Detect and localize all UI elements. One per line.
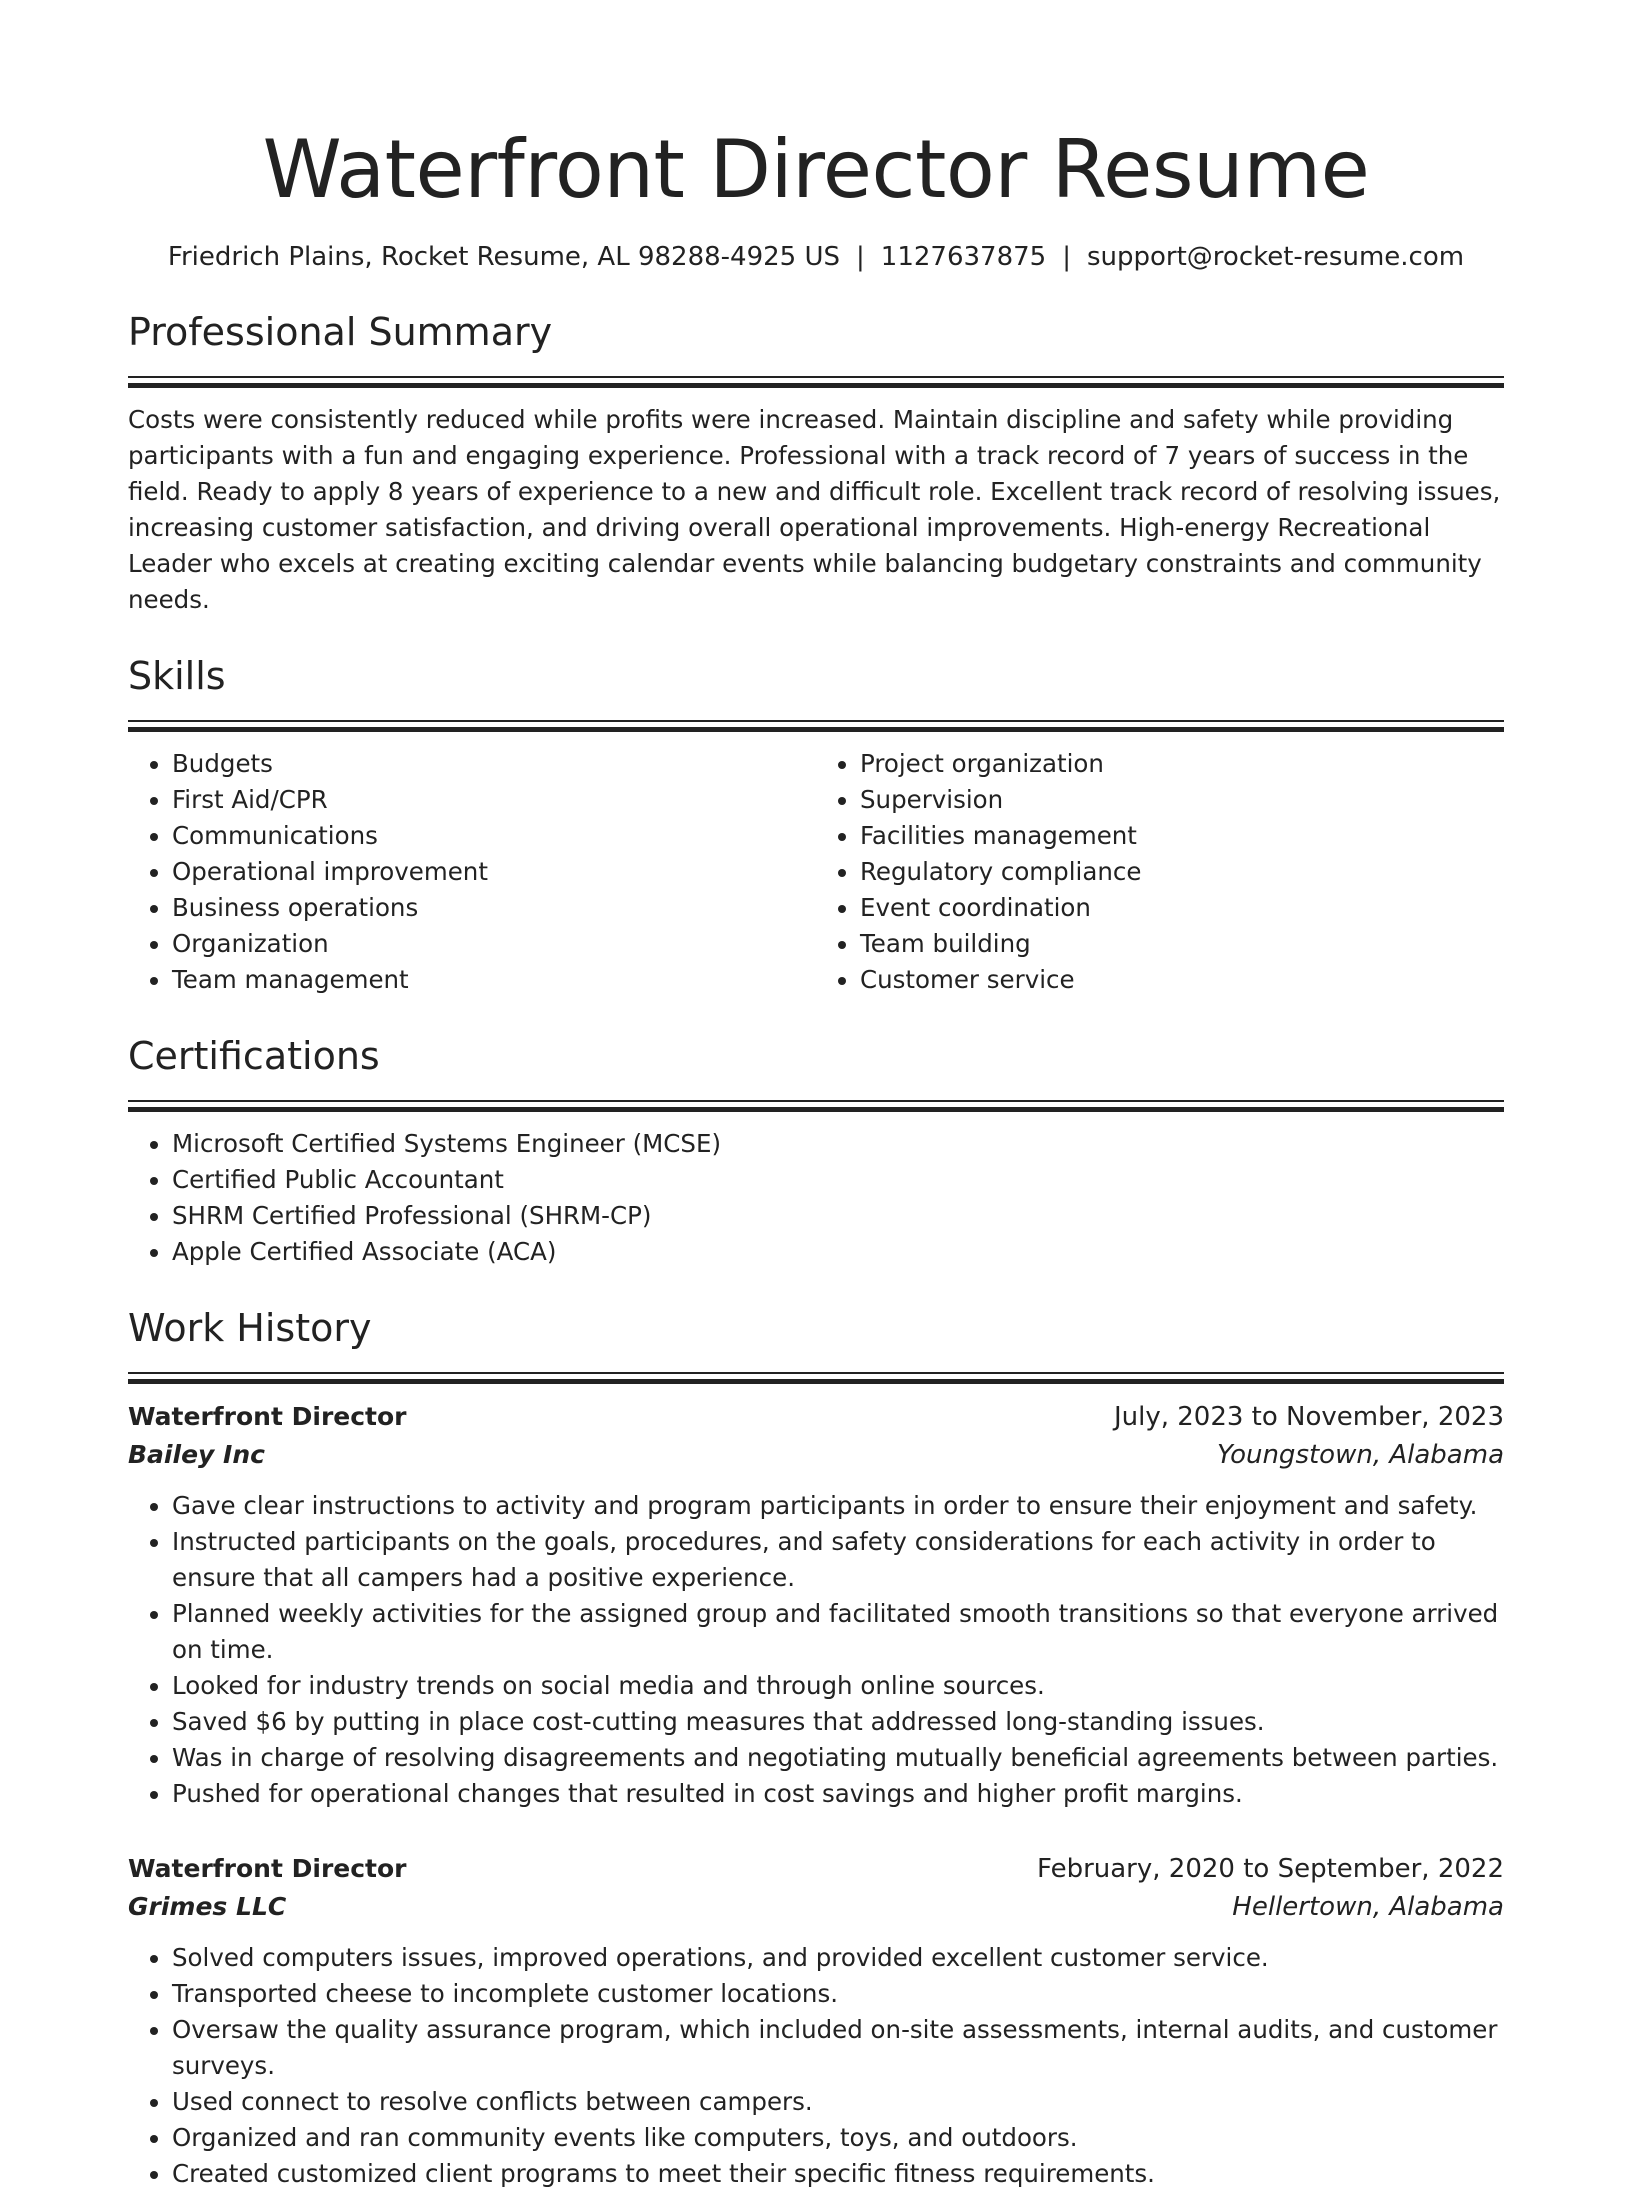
job-company-row (128, 1888, 1504, 1926)
summary-section (128, 308, 1504, 618)
skill-item: • Team building (860, 926, 1504, 962)
contact-separator: | (1062, 242, 1071, 272)
job-duty: • Looked for industry trends on social media and through online sources. (172, 1668, 1504, 1704)
job-location: Youngstown, Alabama (1217, 1440, 1504, 1470)
resume-title: Waterfront Director Resume (262, 123, 1370, 216)
work-history-heading: Work History (128, 1306, 372, 1350)
job-entry (128, 1850, 1504, 2192)
certification-item: • Apple Certified Associate (ACA) (172, 1234, 1504, 1270)
certification-item: • SHRM Certified Professional (SHRM-CP) (172, 1198, 1504, 1234)
skill-item: • Customer service (860, 962, 1504, 998)
skill-item: • Regulatory compliance (860, 854, 1504, 890)
skill-item: • Budgets (172, 746, 816, 782)
job-duty: • Used connect to resolve conflicts between campers. (172, 2084, 1504, 2120)
skills-list-right (816, 746, 1504, 998)
skill-item: • Facilities management (860, 818, 1504, 854)
skill-item: • Supervision (860, 782, 1504, 818)
certifications-section (128, 1032, 1504, 1270)
job-company: Grimes LLC (128, 1892, 287, 1921)
job-title: Waterfront Director (128, 1402, 407, 1431)
skills-section (128, 652, 1504, 998)
contact-phone: 1127637875 (880, 242, 1047, 272)
job-company: Bailey Inc (128, 1440, 265, 1469)
contact-email[interactable]: support@rocket-resume.com (1086, 242, 1465, 272)
skill-item: • Project organization (860, 746, 1504, 782)
certifications-list (128, 1126, 1504, 1270)
job-duty: • Instructed participants on the goals, procedures, and safety considerations for each activity in order to ensure that all campers had a positive experience. (172, 1524, 1504, 1596)
job-duty: • Pushed for operational changes that resulted in cost savings and higher profit margins. (172, 1776, 1504, 1812)
summary-heading: Professional Summary (128, 310, 553, 354)
skills-list-left (128, 746, 816, 998)
section-divider (128, 376, 1504, 388)
job-header-row (128, 1850, 1504, 1888)
skill-item: • Organization (172, 926, 816, 962)
work-history-section (128, 1304, 1504, 2192)
job-duty: • Solved computers issues, improved operations, and provided excellent customer service. (172, 1940, 1504, 1976)
job-dates: July, 2023 to November, 2023 (1113, 1402, 1504, 1432)
job-location: Hellertown, Alabama (1232, 1892, 1504, 1922)
section-divider (128, 1100, 1504, 1112)
section-divider (128, 720, 1504, 732)
skills-heading: Skills (128, 654, 226, 698)
skill-item: • Team management (172, 962, 816, 998)
job-duty: • Oversaw the quality assurance program, which included on-site assessments, internal audits, and customer surveys. (172, 2012, 1504, 2084)
contact-separator: | (856, 242, 865, 272)
job-duties-list (128, 1940, 1504, 2192)
skill-item: • Business operations (172, 890, 816, 926)
contact-line (128, 240, 1504, 274)
skill-item: • Operational improvement (172, 854, 816, 890)
job-title: Waterfront Director (128, 1854, 407, 1883)
contact-address: Friedrich Plains, Rocket Resume, AL 98288-4925 US (167, 242, 841, 272)
skills-columns (128, 746, 1504, 998)
job-duty: • Was in charge of resolving disagreements and negotiating mutually beneficial agreements between parties. (172, 1740, 1504, 1776)
skill-item: • Communications (172, 818, 816, 854)
job-duty: • Organized and ran community events like computers, toys, and outdoors. (172, 2120, 1504, 2156)
job-duty: • Planned weekly activities for the assigned group and facilitated smooth transitions so that everyone arrived on time. (172, 1596, 1504, 1668)
skill-item: • First Aid/CPR (172, 782, 816, 818)
job-entry (128, 1398, 1504, 1812)
job-duty: • Created customized client programs to meet their specific fitness requirements. (172, 2156, 1504, 2192)
job-dates: February, 2020 to September, 2022 (1037, 1854, 1504, 1884)
job-duty: • Gave clear instructions to activity and program participants in order to ensure their enjoyment and safety. (172, 1488, 1504, 1524)
job-company-row (128, 1436, 1504, 1474)
section-divider (128, 1372, 1504, 1384)
skill-item: • Event coordination (860, 890, 1504, 926)
certification-item: • Microsoft Certified Systems Engineer (MCSE) (172, 1126, 1504, 1162)
job-header-row (128, 1398, 1504, 1436)
certification-item: • Certified Public Accountant (172, 1162, 1504, 1198)
job-duties-list (128, 1488, 1504, 1812)
job-duty: • Saved $6 by putting in place cost-cutting measures that addressed long-standing issues. (172, 1704, 1504, 1740)
certifications-heading: Certifications (128, 1034, 380, 1078)
job-duty: • Transported cheese to incomplete customer locations. (172, 1976, 1504, 2012)
summary-text: Costs were consistently reduced while profits were increased. Maintain discipline and safety while providing participants with a fun and engaging experience. Professional with a track record of 7 years of success in the field. Ready to apply 8 years of experience to a new and difficult role. Excellent track record of resolving issues, increasing customer satisfaction, and driving overall operational improvements. High-energy Recreational Leader who excels at creating exciting calendar events while balancing budgetary constraints and community needs. (128, 405, 1501, 614)
